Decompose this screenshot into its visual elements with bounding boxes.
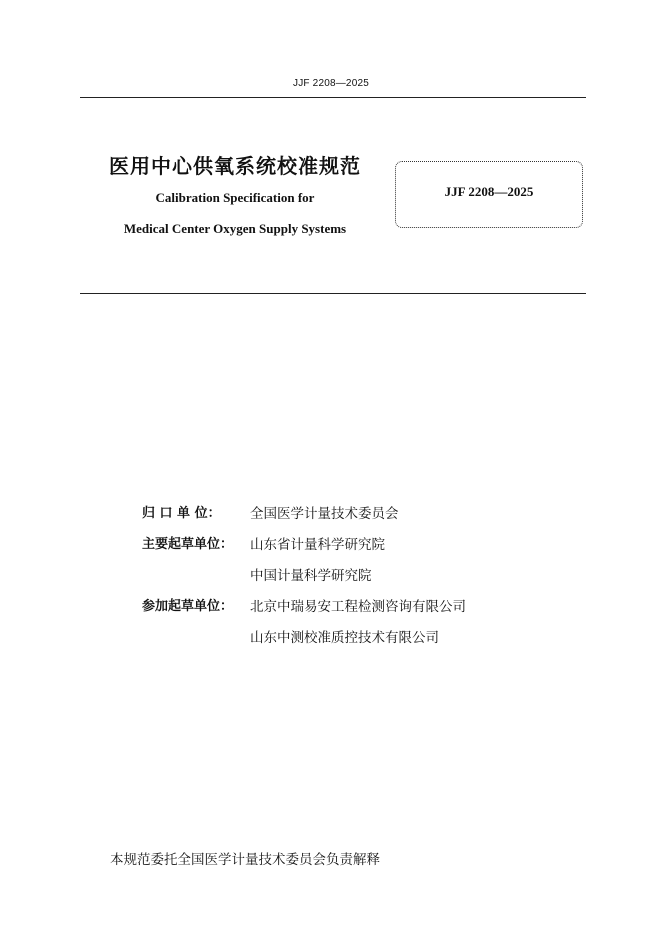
interpretation-note: 本规范委托全国医学计量技术委员会负责解释 (110, 852, 380, 868)
title-english-line1: Calibration Specification for (155, 190, 315, 205)
drafting-organizations (142, 502, 466, 657)
responsible-unit-row (142, 502, 466, 533)
main-drafting-row-1 (142, 533, 466, 564)
title-chinese: 医用中心供氧系统校准规范 (109, 154, 361, 178)
title-english-line2: Medical Center Oxygen Supply Systems (123, 221, 347, 236)
participating-drafting-value-2: 山东中测校准质控技术有限公司 (250, 630, 439, 646)
header-document-code: JJF 2208—2025 (293, 78, 369, 89)
title-divider (80, 293, 586, 294)
specification-code-box (395, 161, 583, 228)
specification-code: JJF 2208—2025 (444, 183, 534, 199)
participating-drafting-value-1: 北京中瑞易安工程检测咨询有限公司 (250, 599, 466, 615)
header-divider (80, 97, 586, 98)
main-drafting-value-1: 山东省计量科学研究院 (250, 537, 385, 553)
main-drafting-label: 主要起草单位： (142, 537, 234, 552)
participating-drafting-row-2 (142, 626, 466, 657)
responsible-unit-value: 全国医学计量技术委员会 (250, 506, 399, 522)
participating-drafting-label: 参加起草单位： (142, 599, 234, 614)
participating-drafting-row-1 (142, 595, 466, 626)
main-drafting-row-2 (142, 564, 466, 595)
main-drafting-value-2: 中国计量科学研究院 (250, 568, 372, 584)
responsible-unit-label: 归 口 单 位： (142, 506, 221, 521)
